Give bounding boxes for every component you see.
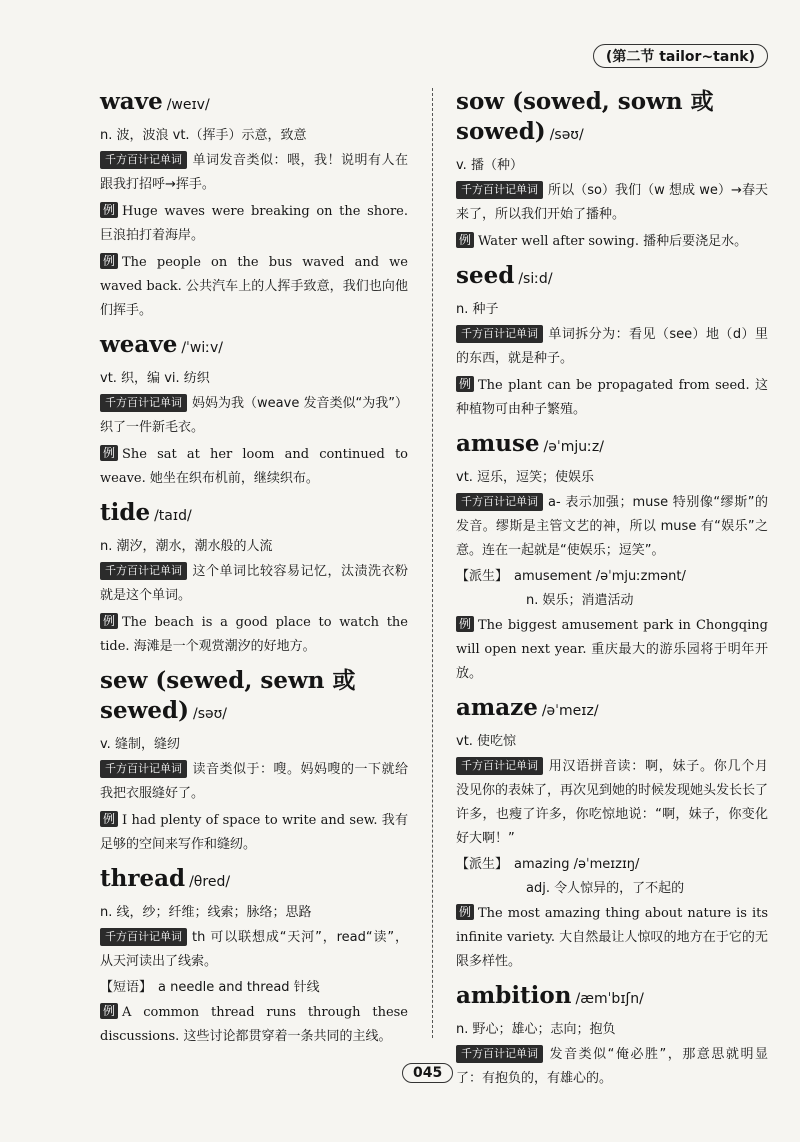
example-label: 例 bbox=[100, 253, 118, 269]
entry bbox=[456, 88, 768, 254]
phonetic: /siːd/ bbox=[518, 271, 553, 287]
headword-line bbox=[456, 262, 768, 293]
column-divider bbox=[432, 88, 433, 1038]
phrase-text: a needle and thread 针线 bbox=[158, 980, 320, 995]
mnemonic-tag: 千方百计记单词 bbox=[456, 493, 543, 511]
example-sentence bbox=[100, 1001, 408, 1049]
part-of-speech: v. 播（种） bbox=[456, 158, 523, 173]
mnemonic-tag: 千方百计记单词 bbox=[100, 760, 187, 778]
mnemonic bbox=[100, 926, 408, 974]
headword: seed bbox=[456, 262, 515, 289]
mnemonic-tag: 千方百计记单词 bbox=[100, 562, 187, 580]
headword-line bbox=[456, 430, 768, 461]
phonetic: /səʊ/ bbox=[192, 706, 227, 722]
entry bbox=[456, 262, 768, 422]
phonetic: /taɪd/ bbox=[154, 508, 192, 524]
mnemonic-text: 用汉语拼音读：啊，妹子。你几个月没见你的表妹了，再次见到她的时候发现她头发长长了许多，也瘦了许多，你吃惊地说：“啊，妹子，你变化好大啊！” bbox=[456, 759, 769, 846]
example-sentence bbox=[456, 902, 768, 974]
example-sentence bbox=[100, 251, 408, 323]
mnemonic-text: a- 表示加强；muse 特别像“缪斯”的发音。缪斯是主管文艺的神，所以 muse 有“娱乐”之意。连在一起就是“使娱乐；逗笑”。 bbox=[456, 495, 768, 558]
example-label: 例 bbox=[100, 1003, 118, 1019]
phonetic: /weɪv/ bbox=[166, 97, 210, 113]
example-text: I had plenty of space to write and sew. 我有足够的空间来写作和缝纫。 bbox=[100, 813, 408, 852]
page-number: 045 bbox=[402, 1063, 453, 1083]
example-text: A common thread runs through these discussions. 这些讨论都贯穿着一条共同的主线。 bbox=[100, 1005, 408, 1044]
mnemonic-text: th 可以联想成“天河”，read“读”，从天河读出了线索。 bbox=[100, 930, 408, 969]
entry bbox=[100, 499, 408, 659]
entry bbox=[100, 667, 408, 857]
headword: ambition bbox=[456, 982, 572, 1009]
mnemonic-tag: 千方百计记单词 bbox=[100, 928, 187, 946]
example-label: 例 bbox=[456, 904, 474, 920]
part-of-speech: vt. 逗乐，逗笑；使娱乐 bbox=[456, 470, 595, 485]
phonetic: /ˈwiːv/ bbox=[181, 340, 223, 356]
mnemonic-text: 读音类似于：嗖。妈妈嗖的一下就给我把衣服缝好了。 bbox=[100, 762, 408, 801]
part-of-speech: n. 波，波浪 vt.（挥手）示意，致意 bbox=[100, 128, 307, 143]
mnemonic bbox=[456, 491, 768, 563]
example-sentence bbox=[100, 443, 408, 491]
derivative bbox=[456, 854, 768, 876]
example-label: 例 bbox=[100, 811, 118, 827]
mnemonic-tag: 千方百计记单词 bbox=[456, 325, 543, 343]
headword-line bbox=[100, 331, 408, 362]
example-text: The plant can be propagated from seed. 这种植物可由种子繁殖。 bbox=[456, 378, 768, 417]
example-sentence bbox=[100, 611, 408, 659]
mnemonic-tag: 千方百计记单词 bbox=[100, 151, 187, 169]
headword: sew (sewed, sewn 或 sewed) bbox=[100, 667, 356, 724]
mnemonic bbox=[456, 755, 768, 851]
example-text: The biggest amusement park in Chongqing will open next year. 重庆最大的游乐园将于明年开放。 bbox=[456, 618, 768, 681]
part-of-speech: n. 潮汐，潮水，潮水般的人流 bbox=[100, 539, 273, 554]
example-sentence bbox=[456, 374, 768, 422]
part-of-speech: v. 缝制，缝纫 bbox=[100, 737, 180, 752]
headword-line bbox=[456, 88, 768, 149]
example-text: The people on the bus waved and we waved back. 公共汽车上的人挥手致意，我们也向他们挥手。 bbox=[100, 255, 408, 318]
example-text: Water well after sowing. 播种后要浇足水。 bbox=[478, 234, 748, 249]
part-of-speech: n. 野心；雄心；志向；抱负 bbox=[456, 1022, 616, 1037]
example-text: The beach is a good place to watch the tide. 海滩是一个观赏潮汐的好地方。 bbox=[100, 615, 408, 654]
part-of-speech: n. 线，纱；纤维；线索；脉络；思路 bbox=[100, 905, 312, 920]
headword-line bbox=[100, 667, 408, 728]
mnemonic bbox=[100, 560, 408, 608]
entry bbox=[100, 331, 408, 491]
mnemonic-text: 单词拆分为：看见（see）地（d）里的东西，就是种子。 bbox=[456, 327, 768, 366]
phonetic: /əˈmjuːz/ bbox=[543, 439, 604, 455]
mnemonic bbox=[100, 758, 408, 806]
left-column bbox=[100, 86, 408, 1057]
phrase bbox=[100, 977, 408, 999]
section-header: (第二节 tailor~tank) bbox=[593, 44, 768, 68]
derivative-meaning: n. 娱乐；消遣活动 bbox=[526, 593, 634, 608]
headword-line bbox=[456, 982, 768, 1013]
derivative-word: amusement /əˈmjuːzmənt/ bbox=[514, 569, 686, 584]
headword: amuse bbox=[456, 430, 540, 457]
mnemonic-tag: 千方百计记单词 bbox=[456, 181, 543, 199]
example-label: 例 bbox=[100, 613, 118, 629]
entry bbox=[456, 982, 768, 1091]
mnemonic-text: 单词发音类似：喂，我！说明有人在跟我打招呼→挥手。 bbox=[100, 153, 408, 192]
headword: weave bbox=[100, 331, 178, 358]
example-text: The most amazing thing about nature is its infinite variety. 大自然最让人惊叹的地方在于它的无限多样性。 bbox=[456, 906, 768, 969]
part-of-speech: vt. 织，编 vi. 纺织 bbox=[100, 371, 210, 386]
entry bbox=[100, 88, 408, 323]
example-text: She sat at her loom and continued to weave. 她坐在织布机前，继续织布。 bbox=[100, 447, 408, 486]
headword: sow (sowed, sown 或 sowed) bbox=[456, 88, 714, 145]
headword: amaze bbox=[456, 694, 538, 721]
mnemonic bbox=[100, 149, 408, 197]
phonetic: /θred/ bbox=[189, 874, 231, 890]
part-of-speech: vt. 使吃惊 bbox=[456, 734, 517, 749]
example-label: 例 bbox=[456, 232, 474, 248]
headword-line bbox=[456, 694, 768, 725]
entry bbox=[100, 865, 408, 1049]
example-text: Huge waves were breaking on the shore. 巨浪拍打着海岸。 bbox=[100, 204, 408, 243]
phonetic: /æmˈbɪʃn/ bbox=[575, 991, 644, 1007]
derivative-label: 【派生】 bbox=[456, 857, 509, 872]
mnemonic-tag: 千方百计记单词 bbox=[456, 1045, 543, 1063]
mnemonic-text: 这个单词比较容易记忆，汰渍洗衣粉就是这个单词。 bbox=[100, 564, 408, 603]
mnemonic bbox=[456, 1043, 768, 1091]
example-label: 例 bbox=[456, 376, 474, 392]
example-sentence bbox=[100, 200, 408, 248]
headword-line bbox=[100, 88, 408, 119]
mnemonic-text: 所以（so）我们（w 想成 we）→春天来了，所以我们开始了播种。 bbox=[456, 183, 768, 222]
derivative-word: amazing /əˈmeɪzɪŋ/ bbox=[514, 857, 640, 872]
headword: wave bbox=[100, 88, 163, 115]
mnemonic bbox=[100, 392, 408, 440]
derivative bbox=[456, 566, 768, 588]
phonetic: /əˈmeɪz/ bbox=[541, 703, 599, 719]
entry bbox=[456, 694, 768, 974]
example-sentence bbox=[456, 614, 768, 686]
phonetic: /səʊ/ bbox=[549, 127, 584, 143]
headword-line bbox=[100, 499, 408, 530]
mnemonic-tag: 千方百计记单词 bbox=[100, 394, 187, 412]
example-label: 例 bbox=[100, 202, 118, 218]
part-of-speech: n. 种子 bbox=[456, 302, 499, 317]
derivative-meaning: adj. 令人惊异的，了不起的 bbox=[526, 881, 685, 896]
derivative-label: 【派生】 bbox=[456, 569, 509, 584]
headword-line bbox=[100, 865, 408, 896]
phrase-label: 【短语】 bbox=[100, 980, 153, 995]
mnemonic bbox=[456, 323, 768, 371]
entry bbox=[456, 430, 768, 686]
example-sentence bbox=[100, 809, 408, 857]
example-label: 例 bbox=[100, 445, 118, 461]
mnemonic-text: 妈妈为我（weave 发音类似“为我”）织了一件新毛衣。 bbox=[100, 396, 408, 435]
right-column bbox=[456, 86, 768, 1099]
headword: tide bbox=[100, 499, 151, 526]
mnemonic bbox=[456, 179, 768, 227]
mnemonic-text: 发音类似“俺必胜”，那意思就明显了：有抱负的，有雄心的。 bbox=[456, 1047, 768, 1086]
headword: thread bbox=[100, 865, 186, 892]
example-label: 例 bbox=[456, 616, 474, 632]
example-sentence bbox=[456, 230, 768, 254]
mnemonic-tag: 千方百计记单词 bbox=[456, 757, 543, 775]
